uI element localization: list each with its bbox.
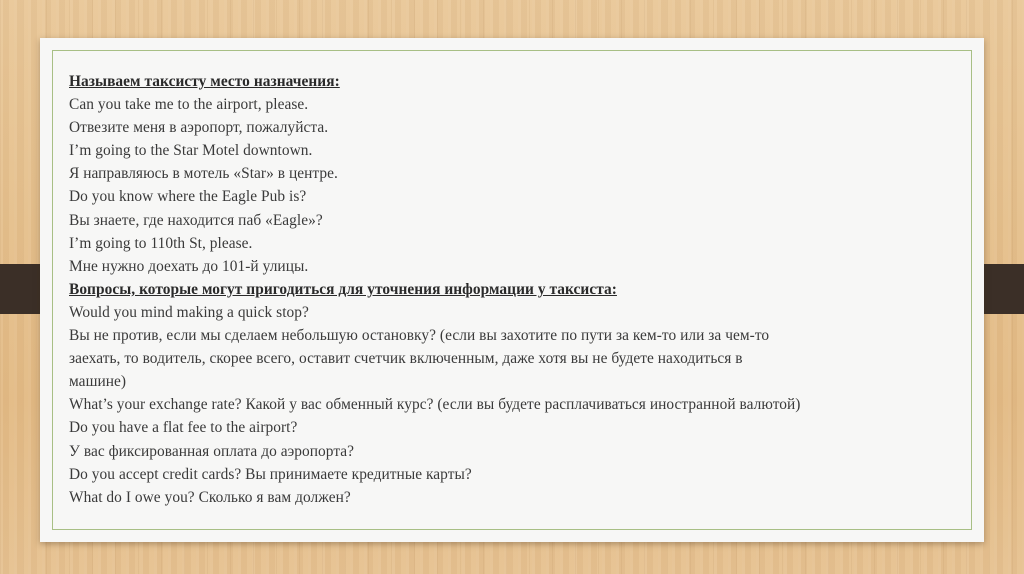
phrase-line: Отвезите меня в аэропорт, пожалуйста. — [69, 119, 329, 137]
phrase-line: Вы не против, если мы сделаем небольшую остановку? (если вы захотите по пути за кем-то или за чем-то — [69, 327, 770, 345]
phrase-line: Do you have a flat fee to the airport? — [69, 419, 298, 437]
phrase-line: машине) — [69, 373, 127, 391]
section-heading-questions: Вопросы, которые могут пригодиться для уточнения информации у таксиста: — [69, 280, 617, 298]
phrase-line: I’m going to 110th St, please. — [69, 234, 253, 252]
phrase-line: Do you accept credit cards? Вы принимаете кредитные карты? — [69, 465, 472, 483]
slide-content — [69, 70, 959, 509]
phrase-line: What’s your exchange rate? Какой у вас обменный курс? (если вы будете расплачиваться иностранной валютой) — [69, 396, 801, 414]
phrase-line: What do I owe you? Сколько я вам должен? — [69, 488, 351, 506]
phrase-line: заехать, то водитель, скорее всего, оставит счетчик включенным, даже хотя вы не будете находиться в — [69, 350, 743, 368]
phrase-line: Do you know where the Eagle Pub is? — [69, 188, 307, 206]
phrase-line: Я направляюсь в мотель «Star» в центре. — [69, 165, 338, 183]
phrase-line: Мне нужно доехать до 101-й улицы. — [69, 257, 309, 275]
phrase-line: Would you mind making a quick stop? — [69, 303, 309, 321]
phrase-line: I’m going to the Star Motel downtown. — [69, 142, 313, 160]
section-heading-destination: Называем таксисту место назначения: — [69, 73, 340, 90]
phrase-line: У вас фиксированная оплата до аэропорта? — [69, 442, 355, 460]
phrase-line: Can you take me to the airport, please. — [69, 96, 309, 114]
phrase-line: Вы знаете, где находится паб «Eagle»? — [69, 211, 323, 229]
